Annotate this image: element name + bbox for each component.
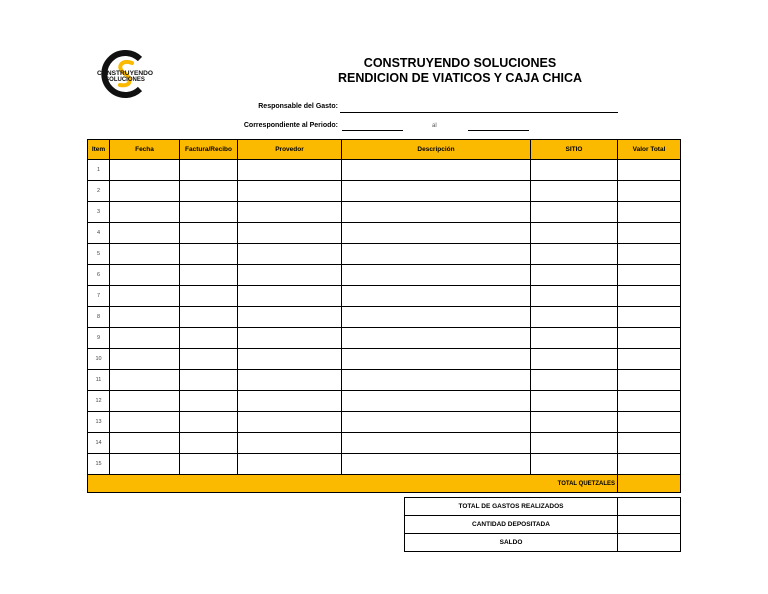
- sitio-cell[interactable]: [531, 349, 618, 370]
- item-number: 15: [88, 454, 110, 475]
- periodo-start-line[interactable]: [342, 130, 403, 131]
- sitio-cell[interactable]: [531, 370, 618, 391]
- item-number: 8: [88, 307, 110, 328]
- logo-text-line2: SOLUCIONES: [105, 77, 145, 83]
- descripcion-cell[interactable]: [342, 286, 531, 307]
- company-logo: [92, 47, 158, 101]
- sitio-cell[interactable]: [531, 412, 618, 433]
- provedor-cell[interactable]: [238, 181, 342, 202]
- fecha-cell[interactable]: [110, 286, 180, 307]
- descripcion-cell[interactable]: [342, 160, 531, 181]
- sitio-cell[interactable]: [531, 223, 618, 244]
- fecha-cell[interactable]: [110, 160, 180, 181]
- summary-label: SALDO: [405, 534, 618, 552]
- fecha-cell[interactable]: [110, 223, 180, 244]
- descripcion-cell[interactable]: [342, 223, 531, 244]
- descripcion-cell[interactable]: [342, 307, 531, 328]
- factura-cell[interactable]: [180, 244, 238, 265]
- summary-label: TOTAL DE GASTOS REALIZADOS: [405, 498, 618, 516]
- item-number: 10: [88, 349, 110, 370]
- table-row: [88, 454, 681, 475]
- factura-cell[interactable]: [180, 265, 238, 286]
- table-row: [88, 286, 681, 307]
- descripcion-cell[interactable]: [342, 391, 531, 412]
- valor-total-cell[interactable]: [618, 328, 681, 349]
- item-number: 7: [88, 286, 110, 307]
- fecha-cell[interactable]: [110, 328, 180, 349]
- periodo-end-line[interactable]: [468, 130, 529, 131]
- header-valor-total: Valor Total: [618, 140, 681, 160]
- header-sitio: SITIO: [531, 140, 618, 160]
- factura-cell[interactable]: [180, 223, 238, 244]
- fecha-cell[interactable]: [110, 265, 180, 286]
- sitio-cell[interactable]: [531, 433, 618, 454]
- factura-cell[interactable]: [180, 181, 238, 202]
- expense-table: [87, 139, 681, 493]
- sitio-cell[interactable]: [531, 244, 618, 265]
- summary-row: [405, 516, 681, 534]
- item-number: 12: [88, 391, 110, 412]
- header-item: Item: [88, 140, 110, 160]
- valor-total-cell[interactable]: [618, 370, 681, 391]
- table-row: [88, 223, 681, 244]
- factura-cell[interactable]: [180, 454, 238, 475]
- summary-value-cell[interactable]: [618, 516, 681, 534]
- table-row: [88, 433, 681, 454]
- provedor-cell[interactable]: [238, 433, 342, 454]
- logo-text-line1: CONSTRUYENDO: [96, 70, 154, 77]
- provedor-cell[interactable]: [238, 454, 342, 475]
- summary-row: [405, 534, 681, 552]
- valor-total-cell[interactable]: [618, 391, 681, 412]
- summary-value-cell[interactable]: [618, 498, 681, 516]
- provedor-cell[interactable]: [238, 349, 342, 370]
- item-number: 9: [88, 328, 110, 349]
- fecha-cell[interactable]: [110, 244, 180, 265]
- sitio-cell[interactable]: [531, 202, 618, 223]
- sitio-cell[interactable]: [531, 160, 618, 181]
- valor-total-cell[interactable]: [618, 223, 681, 244]
- valor-total-cell[interactable]: [618, 349, 681, 370]
- table-row: [88, 328, 681, 349]
- item-number: 1: [88, 160, 110, 181]
- summary-label: CANTIDAD DEPOSITADA: [405, 516, 618, 534]
- valor-total-cell[interactable]: [618, 433, 681, 454]
- header-descripcion: Descripción: [342, 140, 531, 160]
- descripcion-cell[interactable]: [342, 349, 531, 370]
- provedor-cell[interactable]: [238, 202, 342, 223]
- provedor-cell[interactable]: [238, 328, 342, 349]
- valor-total-cell[interactable]: [618, 307, 681, 328]
- descripcion-cell[interactable]: [342, 202, 531, 223]
- descripcion-cell[interactable]: [342, 181, 531, 202]
- item-number: 2: [88, 181, 110, 202]
- provedor-cell[interactable]: [238, 244, 342, 265]
- total-label: TOTAL QUETZALES: [88, 475, 618, 493]
- descripcion-cell[interactable]: [342, 454, 531, 475]
- sitio-cell[interactable]: [531, 181, 618, 202]
- periodo-label: Correspondiente al Periodo:: [243, 122, 338, 129]
- valor-total-cell[interactable]: [618, 244, 681, 265]
- factura-cell[interactable]: [180, 433, 238, 454]
- factura-cell[interactable]: [180, 286, 238, 307]
- summary-value-cell[interactable]: [618, 534, 681, 552]
- fecha-cell[interactable]: [110, 349, 180, 370]
- header-provedor: Provedor: [238, 140, 342, 160]
- table-row: [88, 160, 681, 181]
- item-number: 3: [88, 202, 110, 223]
- provedor-cell[interactable]: [238, 286, 342, 307]
- responsable-input-line[interactable]: [340, 112, 618, 113]
- valor-total-cell[interactable]: [618, 286, 681, 307]
- item-number: 5: [88, 244, 110, 265]
- valor-total-cell[interactable]: [618, 454, 681, 475]
- factura-cell[interactable]: [180, 391, 238, 412]
- fecha-cell[interactable]: [110, 433, 180, 454]
- descripcion-cell[interactable]: [342, 244, 531, 265]
- table-row: [88, 181, 681, 202]
- provedor-cell[interactable]: [238, 265, 342, 286]
- sitio-cell[interactable]: [531, 454, 618, 475]
- factura-cell[interactable]: [180, 307, 238, 328]
- valor-total-cell[interactable]: [618, 202, 681, 223]
- factura-cell[interactable]: [180, 370, 238, 391]
- sitio-cell[interactable]: [531, 286, 618, 307]
- fecha-cell[interactable]: [110, 412, 180, 433]
- factura-cell[interactable]: [180, 328, 238, 349]
- table-row: [88, 244, 681, 265]
- descripcion-cell[interactable]: [342, 412, 531, 433]
- descripcion-cell[interactable]: [342, 265, 531, 286]
- header-fecha: Fecha: [110, 140, 180, 160]
- item-number: 6: [88, 265, 110, 286]
- summary-table: [404, 497, 681, 552]
- fecha-cell[interactable]: [110, 391, 180, 412]
- total-row: [88, 475, 681, 493]
- table-row: [88, 307, 681, 328]
- table-row: [88, 412, 681, 433]
- valor-total-cell[interactable]: [618, 181, 681, 202]
- item-number: 13: [88, 412, 110, 433]
- factura-cell[interactable]: [180, 202, 238, 223]
- sitio-cell[interactable]: [531, 391, 618, 412]
- provedor-cell[interactable]: [238, 391, 342, 412]
- provedor-cell[interactable]: [238, 160, 342, 181]
- provedor-cell[interactable]: [238, 412, 342, 433]
- al-label: al: [432, 123, 437, 129]
- document-title: CONSTRUYENDO SOLUCIONES: [363, 56, 557, 70]
- fecha-cell[interactable]: [110, 202, 180, 223]
- fecha-cell[interactable]: [110, 454, 180, 475]
- valor-total-cell[interactable]: [618, 412, 681, 433]
- table-header-row: [88, 140, 681, 160]
- factura-cell[interactable]: [180, 160, 238, 181]
- provedor-cell[interactable]: [238, 370, 342, 391]
- fecha-cell[interactable]: [110, 370, 180, 391]
- fecha-cell[interactable]: [110, 181, 180, 202]
- table-row: [88, 349, 681, 370]
- provedor-cell[interactable]: [238, 223, 342, 244]
- descripcion-cell[interactable]: [342, 370, 531, 391]
- responsable-label: Responsable del Gasto:: [258, 103, 338, 110]
- item-number: 14: [88, 433, 110, 454]
- header-factura: Factura/Recibo: [180, 140, 238, 160]
- fecha-cell[interactable]: [110, 307, 180, 328]
- valor-total-cell[interactable]: [618, 265, 681, 286]
- document-subtitle: RENDICION DE VIATICOS Y CAJA CHICA: [337, 71, 582, 85]
- descripcion-cell[interactable]: [342, 433, 531, 454]
- valor-total-cell[interactable]: [618, 160, 681, 181]
- provedor-cell[interactable]: [238, 307, 342, 328]
- factura-cell[interactable]: [180, 349, 238, 370]
- item-number: 11: [88, 370, 110, 391]
- sitio-cell[interactable]: [531, 307, 618, 328]
- table-row: [88, 370, 681, 391]
- sitio-cell[interactable]: [531, 265, 618, 286]
- table-row: [88, 391, 681, 412]
- factura-cell[interactable]: [180, 412, 238, 433]
- table-row: [88, 265, 681, 286]
- item-number: 4: [88, 223, 110, 244]
- summary-row: [405, 498, 681, 516]
- total-value-cell[interactable]: [618, 475, 681, 493]
- table-row: [88, 202, 681, 223]
- sitio-cell[interactable]: [531, 328, 618, 349]
- descripcion-cell[interactable]: [342, 328, 531, 349]
